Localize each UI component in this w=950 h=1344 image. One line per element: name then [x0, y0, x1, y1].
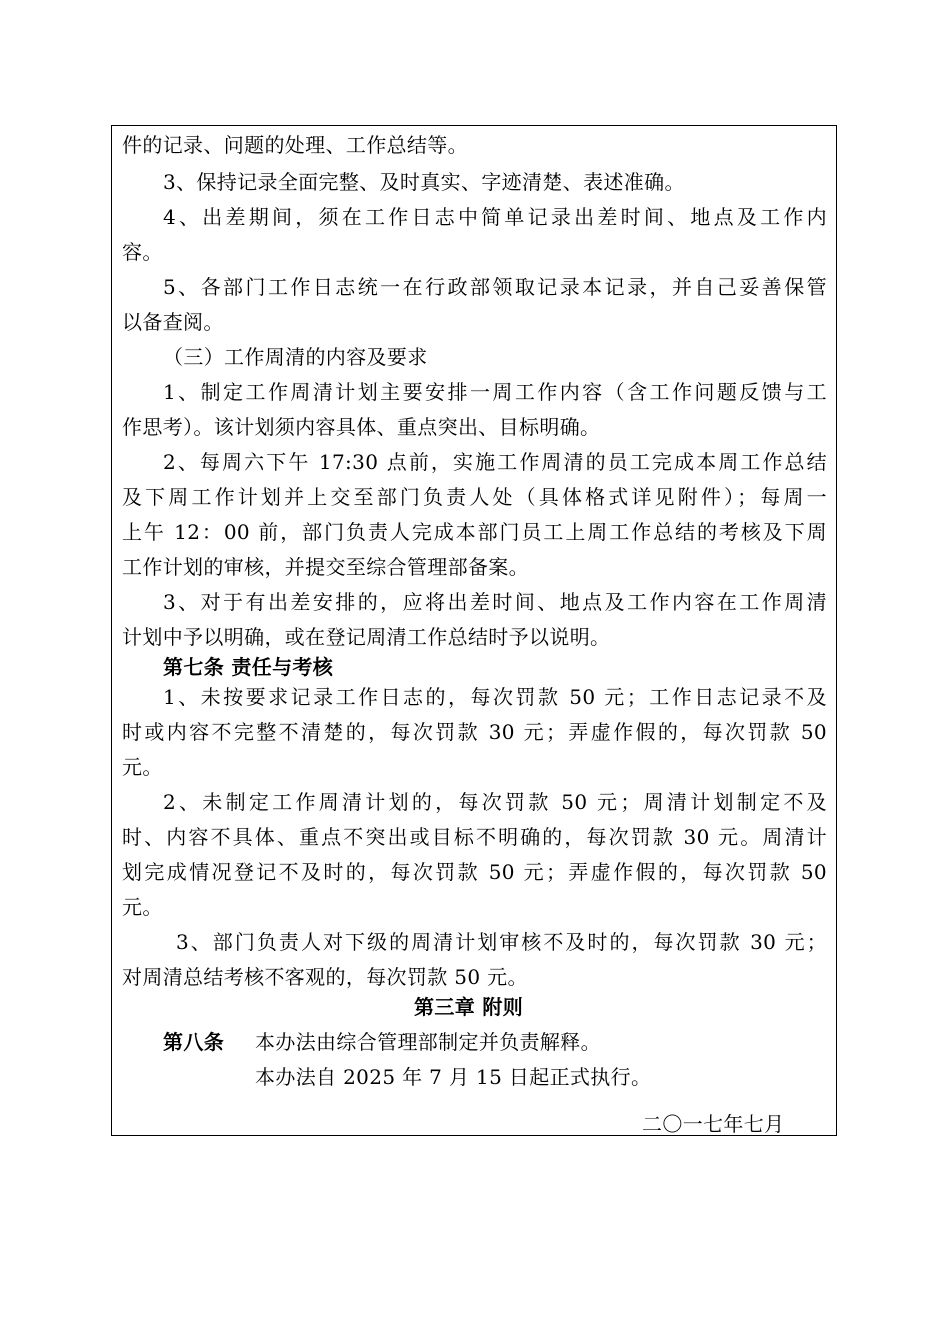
text-line: 4、出差期间，须在工作日志中简单记录出差时间、地点及工作内: [163, 205, 827, 229]
text-line: 以备查阅。: [122, 310, 224, 334]
text-line: 元。: [122, 755, 163, 779]
text-line: 本办法由综合管理部制定并负责解释。: [255, 1030, 601, 1054]
document-date: 二〇一七年七月: [642, 1112, 785, 1136]
text-line: 时、内容不具体、重点不突出或目标不明确的，每次罚款 30 元。周清计: [122, 825, 827, 849]
text-line: 2、每周六下午 17:30 点前，实施工作周清的员工完成本周工作总结: [163, 450, 827, 474]
text-line: 对周清总结考核不客观的，每次罚款 50 元。: [122, 965, 528, 989]
article-heading: 第七条 责任与考核: [163, 655, 334, 679]
text-line: 作思考）。该计划须内容具体、重点突出、目标明确。: [122, 415, 601, 439]
text-line: 5、各部门工作日志统一在行政部领取记录本记录，并自己妥善保管: [163, 275, 827, 299]
text-line: 3、对于有出差安排的，应将出差时间、地点及工作内容在工作周清: [163, 590, 827, 614]
text-line: 1、未按要求记录工作日志的，每次罚款 50 元；工作日志记录不及: [163, 685, 827, 709]
article-label: 第八条: [163, 1030, 225, 1054]
chapter-heading: 第三章 附则: [414, 995, 524, 1019]
text-line: 1、制定工作周清计划主要安排一周工作内容（含工作问题反馈与工: [163, 380, 827, 404]
text-line: 3、部门负责人对下级的周清计划审核不及时的，每次罚款 30 元；: [176, 930, 827, 954]
text-line: 本办法自 2025 年 7 月 15 日起正式执行。: [255, 1065, 652, 1089]
section-heading: （三）工作周清的内容及要求: [163, 345, 428, 369]
text-line: 容。: [122, 240, 163, 264]
text-line: 上午 12：00 前，部门负责人完成本部门员工上周工作总结的考核及下周: [122, 520, 827, 544]
text-line: 时或内容不完整不清楚的，每次罚款 30 元；弄虚作假的，每次罚款 50: [122, 720, 827, 744]
text-line: 及下周工作计划并上交至部门负责人处（具体格式详见附件）；每周一: [122, 485, 827, 509]
text-line: 计划中予以明确，或在登记周清工作总结时予以说明。: [122, 625, 611, 649]
text-line: 元。: [122, 895, 163, 919]
text-line: 2、未制定工作周清计划的，每次罚款 50 元；周清计划制定不及: [163, 790, 827, 814]
text-line: 划完成情况登记不及时的，每次罚款 50 元；弄虚作假的，每次罚款 50: [122, 860, 827, 884]
text-line: 工作计划的审核，并提交至综合管理部备案。: [122, 555, 529, 579]
text-line: 3、保持记录全面完整、及时真实、字迹清楚、表述准确。: [163, 170, 685, 194]
document-frame: [111, 125, 837, 1136]
text-line: 件的记录、问题的处理、工作总结等。: [122, 133, 468, 157]
